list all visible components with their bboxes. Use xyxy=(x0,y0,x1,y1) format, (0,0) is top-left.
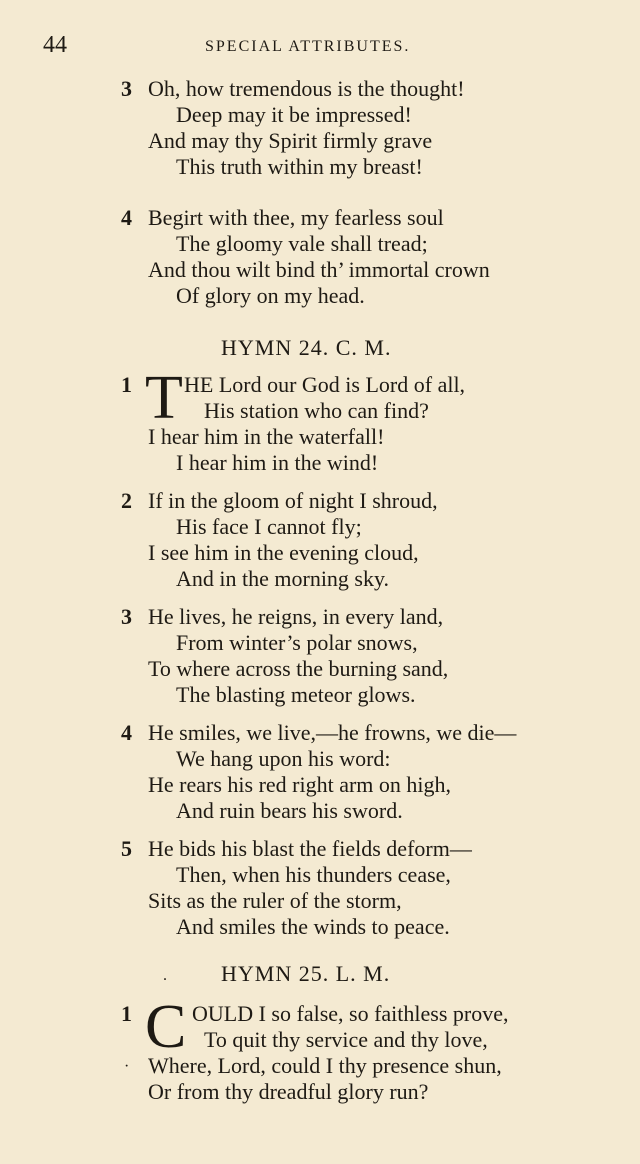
verse-line: Begirt with thee, my fearless soul xyxy=(148,205,444,230)
stray-mark: . xyxy=(163,967,167,984)
verse-line: I hear him in the waterfall! xyxy=(148,424,385,449)
verse-line: The gloomy vale shall tread; xyxy=(176,231,428,256)
verse-line: Sits as the ruler of the storm, xyxy=(148,888,402,913)
verse-line: Then, when his thunders cease, xyxy=(176,862,451,887)
verse-line: Where, Lord, could I thy presence shun, xyxy=(148,1053,502,1078)
verse-line: From winter’s polar snows, xyxy=(176,630,418,655)
verse-line: And ruin bears his sword. xyxy=(176,798,403,823)
drop-cap: C xyxy=(145,993,187,1061)
verse-line: Oh, how tremendous is the thought! xyxy=(148,76,465,101)
verse-line: His face I cannot fly; xyxy=(176,514,362,539)
verse-line: Or from thy dreadful glory run? xyxy=(148,1079,429,1104)
page-header xyxy=(0,30,640,62)
stanza-number: 2 xyxy=(121,488,132,513)
stanza-number: 4 xyxy=(121,720,132,745)
verse-line: And may thy Spirit firmly grave xyxy=(148,128,433,153)
verse-line: And thou wilt bind th’ immortal crown xyxy=(148,257,490,282)
verse-line: We hang upon his word: xyxy=(176,746,391,771)
stanza-number: 3 xyxy=(121,604,132,629)
verse-line: And in the morning sky. xyxy=(176,566,390,591)
verse-line: He smiles, we live,—he frowns, we die— xyxy=(148,720,517,745)
verse-line: If in the gloom of night I shroud, xyxy=(148,488,438,513)
verse-line: Deep may it be impressed! xyxy=(176,102,412,127)
verse-line: He lives, he reigns, in every land, xyxy=(148,604,444,629)
verse-line: To quit thy service and thy love, xyxy=(204,1027,488,1052)
page-number: 44 xyxy=(43,32,67,58)
verse-line: HE Lord our God is Lord of all, xyxy=(184,372,466,397)
verse-line: I see him in the evening cloud, xyxy=(148,540,419,565)
running-title: SPECIAL ATTRIBUTES. xyxy=(205,38,411,55)
verse-line: To where across the burning sand, xyxy=(148,656,449,681)
verse-line: OULD I so false, so faithless prove, xyxy=(192,1001,509,1026)
hymn-title: HYMN 24. C. M. xyxy=(221,335,392,360)
hymn-title: HYMN 25. L. M. xyxy=(221,961,391,986)
verse-line: I hear him in the wind! xyxy=(176,450,379,475)
verse-line: Of glory on my head. xyxy=(176,283,365,308)
verse-line: His station who can find? xyxy=(204,398,429,423)
drop-cap: T xyxy=(145,364,183,432)
verse-line: He bids his blast the fields deform— xyxy=(148,836,472,861)
stanza-number: 4 xyxy=(121,205,132,230)
verse-line: He rears his red right arm on high, xyxy=(148,772,452,797)
stanza-number: 3 xyxy=(121,76,132,101)
stanza-number: 1 xyxy=(121,372,132,397)
verse-line: And smiles the winds to peace. xyxy=(176,914,450,939)
stanza-number: 5 xyxy=(121,836,132,861)
verse-line: The blasting meteor glows. xyxy=(176,682,416,707)
verse-line: This truth within my breast! xyxy=(176,154,423,179)
stanza-number: 1 xyxy=(121,1001,132,1026)
stray-mark: · xyxy=(124,1058,130,1075)
